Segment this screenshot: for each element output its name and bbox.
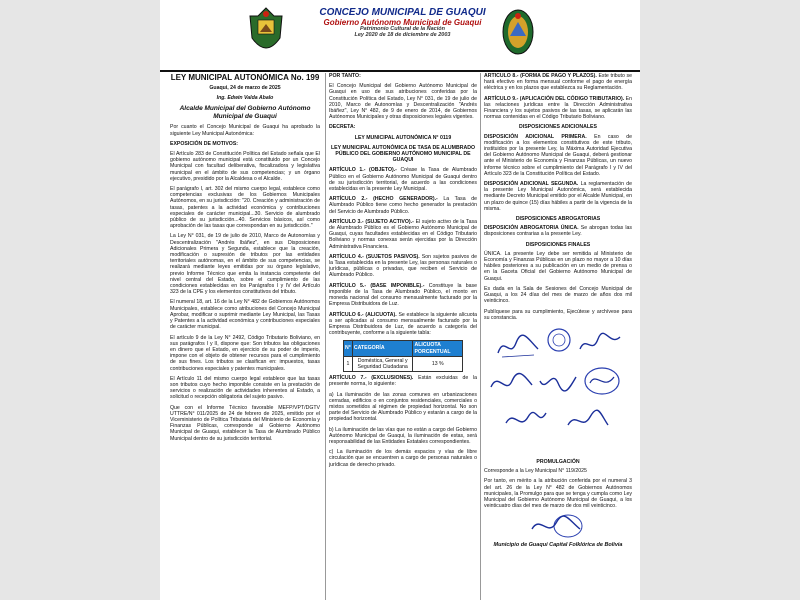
- article-7-title: ARTÍCULO 7.- (EXCLUSIONES).: [329, 375, 414, 382]
- abrogating-provision-title: DISPOSICIÓN ABROGATORIA ÚNICA.: [484, 225, 579, 232]
- article-8-text: Este tributo se hará efectivo en forma mensual conforme el pago de energía eléctrica y en los plazos que establezca su Reglamentación.: [484, 73, 632, 92]
- law-reference-line: Ley 2020 de 18 de diciembre de 2003: [354, 31, 451, 38]
- article-1-title: ARTÍCULO 1.- (OBJETO).-: [329, 167, 397, 174]
- promulgation-text: Por tanto, en mérito a la atribución conferida por el numeral 3 del art. 26 de la Ley N° 482 de Gobiernos Autónomos municipales, la Promulgo para que se tenga y cumpla como Ley Municipal del Gobierno Autónomo Municipal de Guaqui, a los veinticuatro días del mes de marzo de dos mil veinticinco.: [484, 478, 632, 510]
- final-provisions-heading: DISPOSICIONES FINALES: [525, 241, 591, 248]
- rate-table: [343, 340, 463, 372]
- council-title: CONCEJO MUNICIPAL DE GUAQUI: [319, 7, 486, 18]
- publish-statement: Publíquese para su cumplimiento, Ejecútese y archívese para su constancia.: [484, 308, 632, 321]
- article-6-title: ARTÍCULO 6.- (ALICUOTA).: [329, 311, 397, 318]
- motivos-paragraph-3: La Ley N° 031, de 19 de julio de 2010, Marco de Autonomías y Descentralización "Andrés Ibáñez", en sus Disposiciones Adicionales Primera y Segunda, establece que la creación, modificación o supresión de tributos por las entidades territoriales autónomas, en el ámbito de sus competencias, se realizará mediante leyes emitidas por su órgano legislativo, previo Informe Técnico que emita la instancia competente del nivel central del Estado, sobre el cumplimiento de las condiciones establecidas en los Parágrafos I y IV del Artículo 323 de la CPE y los elementos constitutivos del tributo.: [170, 233, 320, 296]
- article-4-text: Son sujetos pasivos de la Tasa establecida en la presente Ley, las personas naturales o jurídicas, públicas o privadas, que reciben el Servicio de Alumbrado Público.: [329, 253, 477, 279]
- decreta-heading: DECRETA:: [329, 124, 356, 131]
- signer-name: Ing. Edwin Valda Abalo: [216, 95, 274, 102]
- signature-icon: [504, 407, 548, 435]
- ley-title: LEY MUNICIPAL AUTONÓMICA DE TASA DE ALUMBRADO PÚBLICO DEL GOBIERNO AUTÓNOMO MUNICIPAL DE GUAQUI: [331, 144, 475, 164]
- article-2-title: ARTÍCULO 2.- (HECHO GENERADOR).-: [329, 196, 438, 203]
- additional-provision-1-title: DISPOSICIÓN ADICIONAL PRIMERA.: [484, 133, 587, 140]
- column-right: [480, 73, 632, 600]
- signature-icon: [538, 367, 578, 397]
- por-tanto-heading: POR TANTO:: [329, 73, 361, 79]
- article-7: [329, 375, 477, 387]
- signature-icon: [564, 405, 610, 435]
- additional-provision-1: [484, 134, 632, 177]
- motivos-heading: EXPOSICIÓN DE MOTIVOS:: [170, 140, 239, 147]
- session-statement: Es dada en la Sala de Sesiones del Concejo Municipal de Guaqui, a los 24 días del mes de marzo de años dos mil veinticinco.: [484, 285, 632, 305]
- rate-table-header-rate: ALICUOTA PORCENTUAL: [413, 341, 463, 356]
- official-stamp-icon: [546, 327, 572, 353]
- rate-table-header-num: N°: [344, 341, 353, 356]
- table-row: [344, 356, 463, 371]
- exclusion-c: c) La iluminación de los demás espacios y vías de libre circulación que se encuentren a cargo de personas naturales o jurídicas de derecho privado.: [329, 449, 477, 468]
- official-stamp-icon: [582, 365, 622, 397]
- abrogating-provisions-heading: DISPOSICIONES ABROGATORIAS: [515, 216, 601, 223]
- article-3-text: El sujeto activo de la Tasa de Alumbrado Público es el Gobierno Autónomo Municipal de Guaqui, cuyas facultades establecidas en el Código Tributario Boliviano y normas conexas serán ejercidas por la Dirección Administrativa Financiera.: [329, 218, 477, 250]
- mayor-signature-icon: [528, 513, 588, 539]
- abrogating-provision-text: Se abrogan todas las disposiciones contrarias a la presente Ley.: [484, 225, 632, 238]
- rate-row-category: Doméstica, General y Seguridad Ciudadana: [352, 356, 413, 371]
- article-5-text: Constituye la base imponible de la Tasa de Alumbrado Público, el monto en moneda nacional del consumo mensualmente facturado por la Empresa Distribuidora de Luz.: [329, 282, 477, 308]
- promulgation-heading: PROMULGACIÓN: [536, 458, 580, 465]
- motivos-paragraph-2: El parágrafo I, art. 302 del mismo cuerpo legal, establece como competencias exclusivas de los Gobiernos Municipales Autónomos, en su jurisdicción: "20. Creación y administración de tasas, patentes a la actividad económica y contribuciones especiales de carácter municipal...30. Servicio de alumbrado público de su jurisdicción...40. Servicios básicos, así como aprobación de las tasas que correspondan en su jurisdicción.": [170, 186, 320, 230]
- motivos-paragraph-1: El Artículo 283 de Constitución Política del Estado señala que El gobierno autónomo municipal está constituido por un Concejo Municipal con facultad deliberativa, fiscalizadora y legislativa municipal en el ámbito de sus competencias; y un órgano ejecutivo, presidido por la Alcaldesa o el Alcalde.: [170, 151, 320, 182]
- article-7-text: Están excluidas de la presente norma, lo siguiente:: [329, 375, 477, 388]
- document-page: [160, 0, 640, 600]
- article-9-text: En las relaciones jurídicas entre la Dirección Administrativa Financiera y los sujetos pasivos de las tasas, se aplicarán las normas contenidas en el Código Tributario Boliviano.: [484, 95, 632, 121]
- guaqui-seal-icon: [500, 6, 536, 60]
- motivos-paragraph-4: El numeral 18, art. 16 de la Ley N° 482 de Gobiernos Autónomos Municipales, establece como atribuciones del Concejo Municipal Aprobar, modificar o suprimir mediante Ley Municipal, las Tasas y Patentes a la actividad económica y contribuciones especiales de carácter municipal.: [170, 299, 320, 331]
- additional-provision-2-title: DISPOSICIÓN ADICIONAL SEGUNDA.: [484, 181, 579, 188]
- additional-provision-2: [484, 181, 632, 212]
- article-9-title: ARTÍCULO 9.- (APLICACIÓN DEL CÓDIGO TRIBUTARIO).: [484, 95, 625, 102]
- heritage-line: Patrimonio Cultural de la Nación: [360, 25, 445, 32]
- additional-provision-2-text: La reglamentación de la presente Ley Municipal Autonómica, será establecida mediante Decreto Municipal emitido por el Alcalde Municipal, en un plazo de quince (15) días hábiles a partir de la vigencia de la misma.: [484, 181, 632, 212]
- rate-row-rate: 13 %: [413, 356, 463, 371]
- motivos-paragraph-5: El artículo 9 de la Ley N° 2492, Código Tributario Boliviano, en sus parágrafos I y II, dispone que: Son tributos las obligaciones en dinero que el Estado, en ejercicio de su poder de imperio, impone con el objeto de obtener recursos para el cumplimiento de sus fines. Los tributos se clasifican en: impuestos, tasas contribuciones especiales y patentes municipales.: [170, 334, 320, 372]
- column-middle: [325, 73, 477, 600]
- signature-icon: [488, 369, 534, 399]
- article-4-title: ARTÍCULO 4.- (SUJETOS PASIVOS).: [329, 253, 420, 260]
- exclusion-a: a) La iluminación de las zonas comunes en urbanizaciones cerradas, edificios o en conjuntos residenciales, comerciales o mixtos sometidos al régimen de propiedad horizontal. No son parte del Servicio de Alumbrado Público y estarán a cargo de la propiedad horizontal.: [329, 391, 477, 423]
- final-provision: ÚNICA. La presente Ley debe ser remitida al Ministerio de Economía y Finanzas Públicas en un plazo no mayor a 10 días hábiles posteriores a su publicación en un medio de prensa o en la Gaceta Oficial del Gobierno Autónomo Municipal de Guaqui.: [484, 250, 632, 282]
- article-3: [329, 219, 477, 250]
- rate-table-header-category: CATEGORÍA: [352, 341, 413, 356]
- additional-provisions-heading: DISPOSICIONES ADICIONALES: [519, 124, 597, 131]
- signature-icon: [494, 331, 542, 363]
- article-6-text: Se establece la siguiente alícuota a ser aplicadas al consumo mensualmente facturado por la Empresa Distribuidora de Luz, de acuerdo a categoría del contribuyente, conforme a la siguiente tabla:: [329, 311, 477, 337]
- rate-row-num: 1: [344, 356, 353, 371]
- article-8-title: ARTÍCULO 8.- (FORMA DE PAGO Y PLAZOS).: [484, 73, 597, 79]
- article-2-text: La Tasa de Alumbrado Público tiene como hecho generador la prestación del Servicio de Alumbrado Público.: [329, 196, 477, 215]
- additional-provision-1-text: En caso de modificación a los elementos constitutivos de este tributo, instituidos por la presente Ley, la Máxima Autoridad Ejecutiva del Gobierno Autónomo Municipal de Guaqui, deberá gestionar ante el Ministerio de Economía y Finanzas Públicas, un nuevo informe técnico sobre el cumplimiento del Parágrafo I y IV del Artículo 323 de la Constitución Política del Estado.: [484, 133, 632, 177]
- masthead-title-block: [310, 8, 495, 38]
- exclusion-b: b) La iluminación de las vías que no están a cargo del Gobierno Autónomo Municipal de Guaqui, la iluminación de estas, será responsabilidad de las Entidades Estatales correspondientes.: [329, 426, 477, 445]
- council-signatures: [484, 325, 632, 455]
- article-8: [484, 73, 632, 92]
- signature-icon: [578, 329, 624, 359]
- law-title: LEY MUNICIPAL AUTONÓMICA No. 199: [170, 73, 320, 82]
- document-body: [170, 73, 632, 600]
- article-2: [329, 196, 477, 215]
- municipal-crest-icon: [248, 6, 284, 60]
- article-9: [484, 96, 632, 121]
- government-subtitle: Gobierno Autónomo Municipal de Guaqui: [323, 17, 482, 27]
- article-1: [329, 167, 477, 192]
- signer-role: Alcalde Municipal del Gobierno Autónomo Municipal de Guaqui: [179, 105, 311, 120]
- motivos-paragraph-6: El Artículo 11 del mismo cuerpo legal establece que las tasas son tributos cuyo hecho imponible consiste en la prestación de servicios o realización de actividades inherentes al Estado, a solicitud o recepción obligatoria del sujeto pasivo.: [170, 375, 320, 401]
- law-date: Guaqui, 24 de marzo de 2025: [209, 85, 281, 91]
- intro-paragraph: Por cuanto el Concejo Municipal de Guaqui ha aprobado la siguiente Ley Municipal Autonómica:: [170, 124, 320, 137]
- article-6: [329, 312, 477, 337]
- article-5: [329, 283, 477, 308]
- article-1-text: Créase la Tasa de Alumbrado Público en el Gobierno Autónomo Municipal de Guaqui dentro de su jurisdicción territorial, de acuerdo a las condiciones establecidas en la presente Ley Municipal.: [329, 167, 477, 193]
- article-5-title: ARTÍCULO 5.- (BASE IMPONIBLE).-: [329, 282, 425, 289]
- municipal-motto: Municipio de Guaqui Capital Folklórica de Bolivia: [493, 542, 623, 549]
- abrogating-provision: [484, 225, 632, 237]
- promulgation-subtitle: Corresponde a la Ley Municipal N° 119/2025: [484, 468, 587, 475]
- article-4: [329, 254, 477, 279]
- por-tanto-paragraph: El Concejo Municipal del Gobierno Autónomo Municipal de Guaqui en uso de sus atribuciones conferidas por la Constitución Política del Estado, Ley N° 031, de 19 de julio de 2010, Marco de Autonomías y Descentralización "Andrés Ibáñez", Ley N° 482, de 9 de enero de 2014, de Gobiernos Autónomos Municipales y otras disposiciones legales vigentes.: [329, 83, 477, 121]
- ley-number: LEY MUNICIPAL AUTONÓMICA N° 0119: [354, 134, 452, 141]
- masthead: [160, 0, 640, 72]
- article-3-title: ARTÍCULO 3.- (SUJETO ACTIVO).-: [329, 218, 414, 225]
- motivos-paragraph-7: Que con el Informe Técnico favorable MEFP/VPT/DGTV UTTRE/N° 011/2025 de 24 de febrero de 2025, emitido por el Viceministerio de Política Tributaria del Ministerio de Economía y Finanzas Públicas, corresponde al Gobierno Autónomo Municipal de Guaqui, establecer la Tasa de Alumbrado Público Municipal dentro de su jurisdicción territorial.: [170, 404, 320, 442]
- column-left: [170, 73, 320, 600]
